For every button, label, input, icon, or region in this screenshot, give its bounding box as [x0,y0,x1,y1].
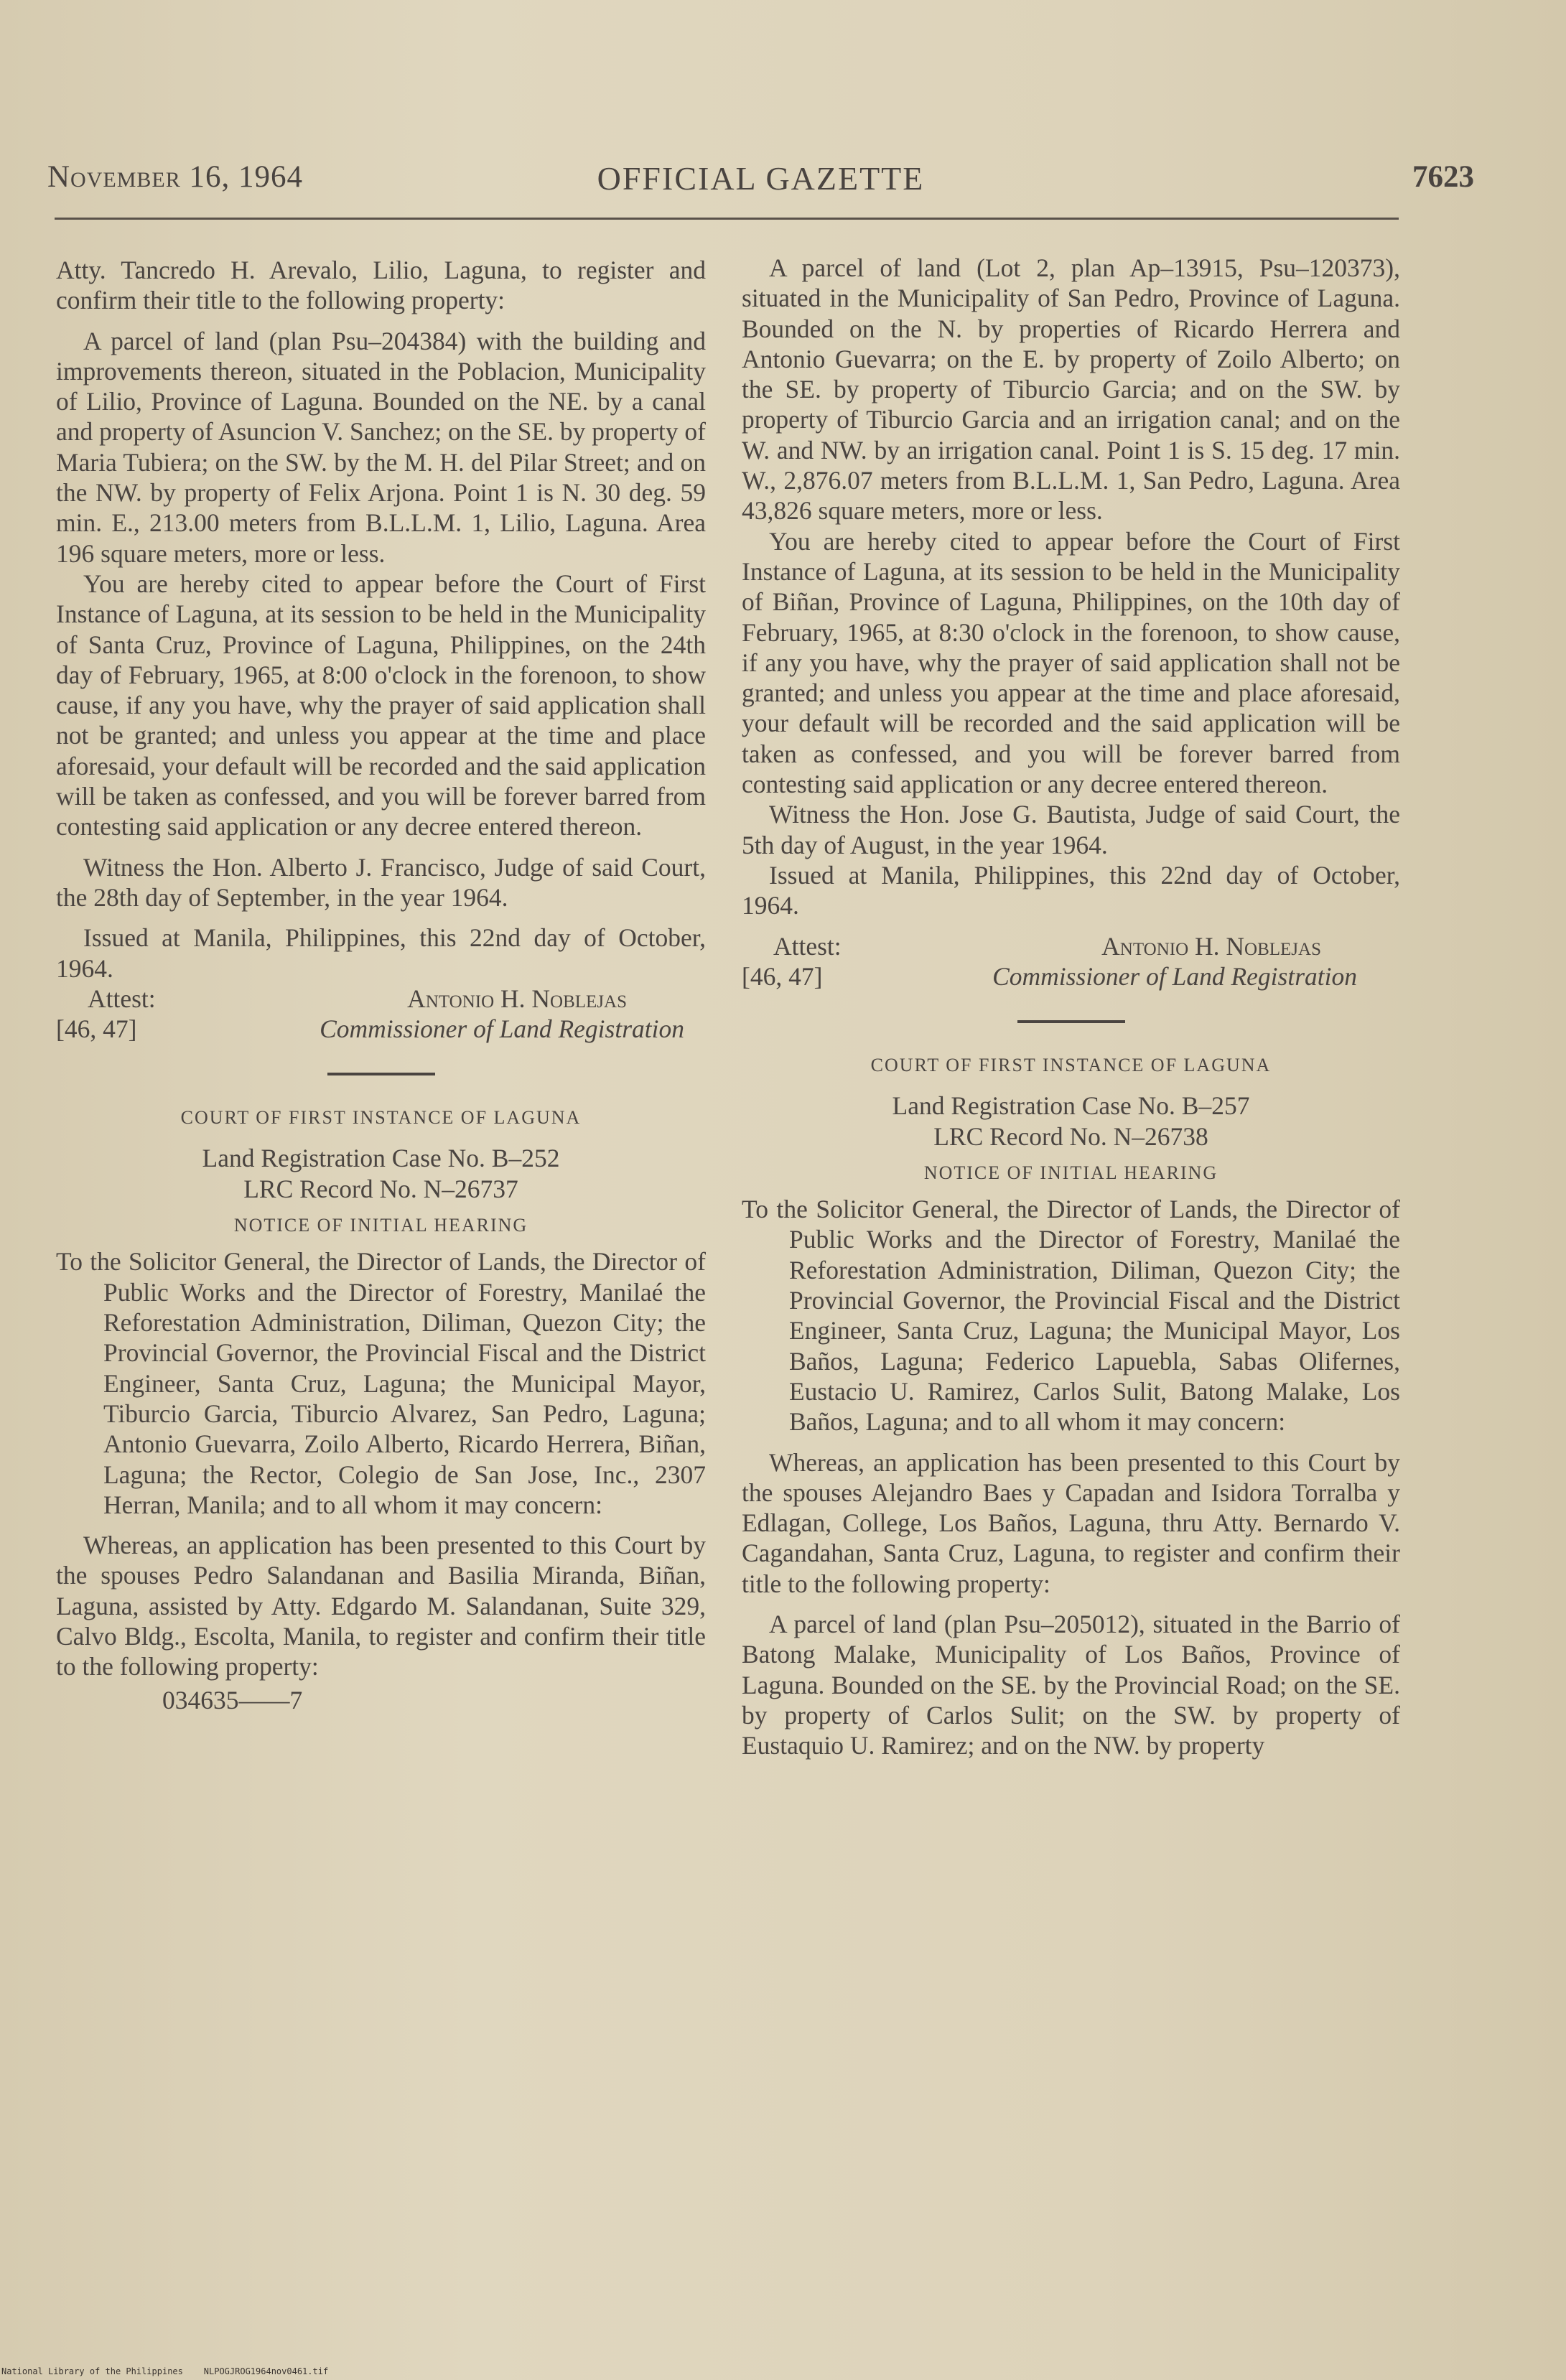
right-attest-title: Commissioner of Land Registration [992,961,1357,991]
right-section-divider [1017,1020,1125,1023]
right-lrc-record: LRC Record No. N–26738 [933,1121,1208,1151]
left-paragraph-1: Atty. Tancredo H. Arevalo, Lilio, Laguna, to register and confirm their title to the following property: [56,256,706,315]
left-case-number: Land Registration Case No. B–252 [202,1144,560,1173]
left-column [56,255,706,1715]
right-citation-paragraph: You are hereby cited to appear before the Court of First Instance of Laguna, at its session to be held in the Municipality of Biñan, Province of Laguna, Philippines, on the 10th day of February, 1965, at 8:30 o'clock in the forenoon, to show cause, if any you have, why the prayer of said application shall not be granted; and unless you appear at the time and place aforesaid, your default will be recorded and the said application will be taken as confessed, and you will be forever barred from contesting said application or any decree entered thereon. [742,526,1400,799]
left-witness-paragraph: Witness the Hon. Alberto J. Francisco, Judge of said Court, the 28th day of September, in the year 1964. [56,852,706,912]
header-title: OFFICIAL GAZETTE [597,160,925,197]
right-attest-label: Attest: [773,931,842,961]
right-parcel-description-2: A parcel of land (plan Psu–205012), situated in the Barrio of Batong Malake, Municipality of Los Baños, Province of Laguna. Bounded on the SE. by the Provincial Road; on the SE. by property of Carlos Sulit; on the SW. by property of Eustaquio U. Ramirez; and on the NW. by property [742,1609,1400,1760]
right-issued-paragraph: Issued at Manila, Philippines, this 22nd day of October, 1964. [742,860,1400,920]
left-print-signature: 034635——7 [162,1685,303,1714]
right-attest-block [742,931,1400,991]
left-attest-ref: [46, 47] [56,1014,137,1043]
right-notice-heading: NOTICE OF INITIAL HEARING [923,1162,1218,1183]
right-witness-paragraph: Witness the Hon. Jose G. Bautista, Judge of said Court, the 5th day of August, in the year 1964. [742,800,1400,859]
right-parcel-description: A parcel of land (Lot 2, plan Ap–13915, Psu–120373), situated in the Municipality of San Pedro, Province of Laguna. Bounded on the N. by properties of Ricardo Herrera and Antonio Guevarra; on the E. by property of Zoilo Alberto; on the SE. by property of Tiburcio Garcia; and on the SW. by property of Tiburcio Garcia and an irrigation canal; and on the W. and NW. by an irrigation canal. Point 1 is S. 15 deg. 17 min. W., 2,876.07 meters from B.L.L.M. 1, San Pedro, Laguna. Area 43,826 square meters, more or less. [742,253,1400,526]
footer-file: NLPOGJROG1964nov0461.tif [203,2366,329,2376]
header-rule [55,218,1399,220]
left-lrc-record: LRC Record No. N–26737 [243,1175,518,1204]
left-parcel-description: A parcel of land (plan Psu–204384) with the building and improvements thereon, situated in the Poblacion, Municipality of Lilio, Province of Laguna. Bounded on the NE. by a canal and property of Asuncion V. Sanchez; on the SE. by property of Maria Tubiera; on the SW. by the M. H. del Pilar Street; and on the NW. by property of Felix Arjona. Point 1 is N. 30 deg. 59 min. E., 213.00 meters from B.L.L.M. 1, Lilio, Laguna. Area 196 square meters, more or less. [56,326,706,568]
right-court-heading: COURT OF FIRST INSTANCE OF LAGUNA [870,1054,1272,1075]
left-addressees: To the Solicitor General, the Director of Lands, the Director of Public Works and the Director of Forestry, Manilaé the Reforestation Administration, Diliman, Quezon City; the Provincial Governor, the Provincial Fiscal and the District Engineer, Santa Cruz, Laguna; the Municipal Mayor, Tiburcio Garcia, Tiburcio Alvarez, San Pedro, Laguna; Antonio Guevarra, Zoilo Alberto, Ricardo Herrera, Biñan, Laguna; the Rector, Colegio de San Jose, Inc., 2307 Herran, Manila; and to all whom it may concern: [56,1247,706,1519]
scan-footer [1,2366,328,2376]
right-case-number: Land Registration Case No. B–257 [892,1091,1250,1120]
right-attest-ref: [46, 47] [742,961,823,991]
left-court-heading: COURT OF FIRST INSTANCE OF LAGUNA [180,1106,582,1128]
right-attest-name: Antonio H. Noblejas [1101,931,1321,961]
right-whereas-paragraph: Whereas, an application has been presented to this Court by the spouses Alejandro Baes y Capadan and Isidora Torralba y Edlagan, College, Los Baños, Laguna, thru Atty. Bernardo V. Cagandahan, Santa Cruz, Laguna, to register and confirm their title to the following property: [742,1447,1400,1598]
left-attest-label: Attest: [88,984,156,1013]
footer-source: National Library of the Philippines [1,2366,183,2376]
left-notice-heading: NOTICE OF INITIAL HEARING [233,1215,528,1236]
left-attest-block [56,984,706,1044]
left-issued-paragraph: Issued at Manila, Philippines, this 22nd day of October, 1964. [56,923,706,983]
right-addressees: To the Solicitor General, the Director of Lands, the Director of Public Works and the Director of Forestry, Manilaé the Reforestation Administration, Diliman, Quezon City; the Provincial Governor, the Provincial Fiscal and the District Engineer, Santa Cruz, Laguna; the Municipal Mayor, Los Baños, Laguna; Federico Lapuebla, Sabas Olifernes, Eustacio U. Ramirez, Carlos Sulit, Batong Malake, Los Baños, Laguna; and to all whom it may concern: [742,1195,1400,1437]
page-header [47,159,1474,210]
left-whereas-paragraph: Whereas, an application has been presented to this Court by the spouses Pedro Salandanan and Basilia Miranda, Biñan, Laguna, assisted by Atty. Edgardo M. Salandanan, Suite 329, Calvo Bldg., Escolta, Manila, to register and confirm their title to the following property: [56,1531,706,1681]
right-column [742,253,1400,1760]
left-citation-paragraph: You are hereby cited to appear before the Court of First Instance of Laguna, at its session to be held in the Municipality of Santa Cruz, Province of Laguna, Philippines, on the 24th day of February, 1965, at 8:00 o'clock in the forenoon, to show cause, if any you have, why the prayer of said application shall not be granted; and unless you appear at the time and place aforesaid, your default will be recorded and the said application will be taken as confessed, and you will be forever barred from contesting said application or any decree entered thereon. [56,569,706,841]
left-section-divider [327,1073,435,1075]
left-attest-title: Commissioner of Land Registration [320,1014,684,1043]
page-number: 7623 [1412,160,1474,194]
left-attest-name: Antonio H. Noblejas [407,984,627,1013]
header-date: November 16, 1964 [47,160,303,194]
